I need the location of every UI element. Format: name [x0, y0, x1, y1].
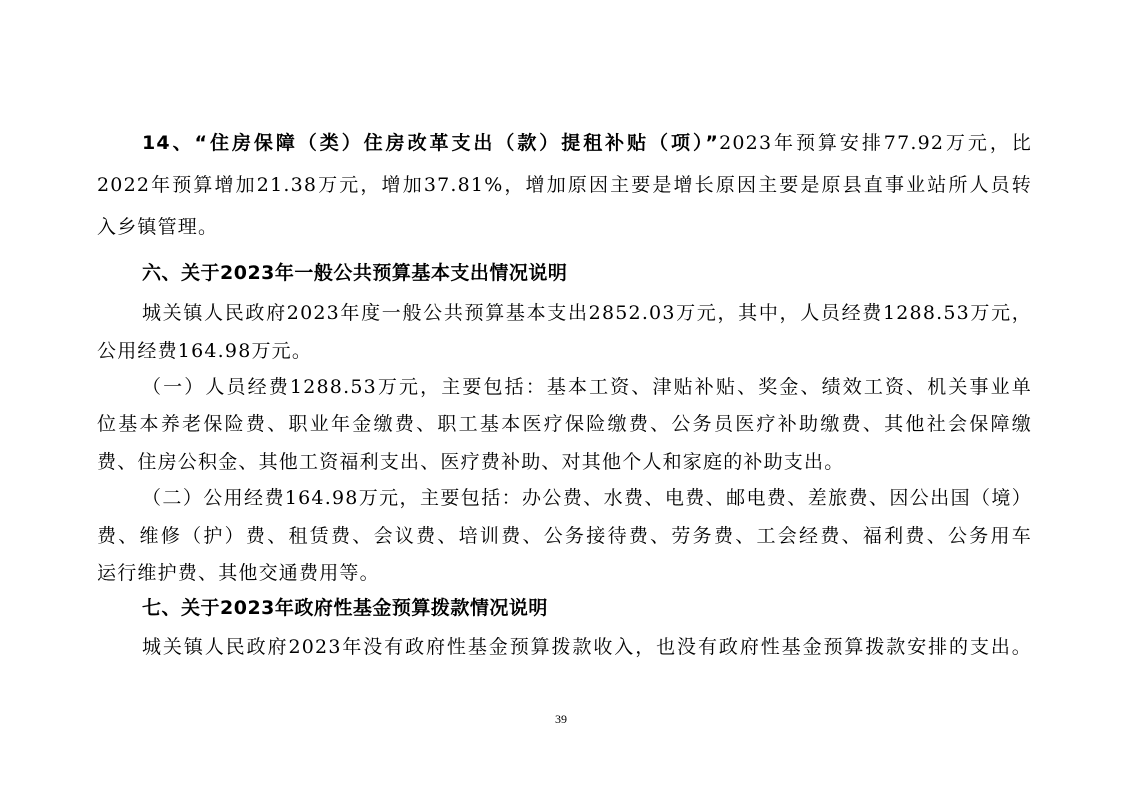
section-14-line-3: 入乡镇管理。	[97, 216, 219, 238]
section-14-line-1	[142, 123, 1032, 163]
public-expense-line-3: 运行维护费、其他交通费用等。	[97, 562, 380, 584]
public-expense-line-1: （二）公用经费164.98万元，主要包括：办公费、水费、电费、邮电费、差旅费、因公出国（境）	[142, 487, 1032, 509]
section-6-intro-line-1: 城关镇人民政府2023年度一般公共预算基本支出2852.03万元，其中，人员经费1288.53万元，	[142, 302, 1032, 324]
section-7-body: 城关镇人民政府2023年没有政府性基金预算拨款收入，也没有政府性基金预算拨款安排的支出。	[142, 636, 1032, 658]
public-expense-line-2: 费、维修（护）费、租赁费、会议费、培训费、公务接待费、劳务费、工会经费、福利费、公务用车	[97, 525, 1032, 547]
section-14-budget-text: 2023年预算安排77.92万元，比	[719, 132, 1032, 154]
section-6-intro-line-2: 公用经费164.98万元。	[97, 340, 313, 362]
section-6-heading: 六、关于2023年一般公共预算基本支出情况说明	[142, 262, 568, 284]
section-14-item-title: 14、“住房保障（类）住房改革支出（款）提租补贴（项）”	[142, 132, 720, 154]
personnel-expense-line-3: 费、住房公积金、其他工资福利支出、医疗费补助、对其他个人和家庭的补助支出。	[97, 451, 845, 473]
personnel-expense-line-2: 位基本养老保险费、职业年金缴费、职工基本医疗保险缴费、公务员医疗补助缴费、其他社会保障缴	[97, 413, 1032, 435]
personnel-expense-line-1: （一）人员经费1288.53万元，主要包括：基本工资、津贴补贴、奖金、绩效工资、机关事业单	[142, 376, 1032, 398]
page-number: 39	[555, 712, 567, 726]
section-7-heading: 七、关于2023年政府性基金预算拨款情况说明	[142, 597, 548, 619]
section-14-line-2: 2022年预算增加21.38万元，增加37.81%，增加原因主要是增长原因主要是原县直事业站所人员转	[97, 174, 1032, 196]
